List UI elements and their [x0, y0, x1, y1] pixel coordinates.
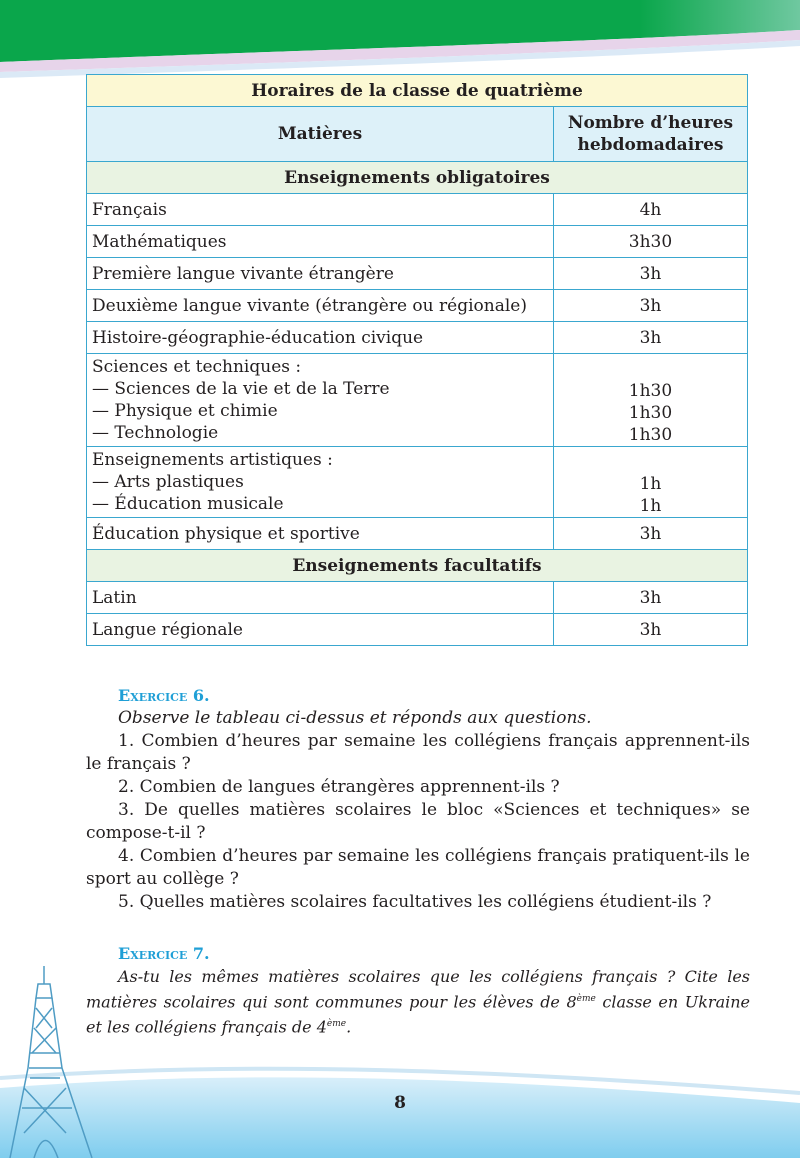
- exercise-7: [86, 942, 750, 1039]
- arts-item: — Éducation musicale: [92, 494, 284, 514]
- exercise-6-title: Exercice 6.: [118, 686, 210, 705]
- superscript: ème: [576, 994, 596, 1004]
- subject-cell: Deuxième langue vivante (étrangère ou régionale): [87, 290, 554, 322]
- exercise-7-text-part1: As-tu les mêmes matières scolaires que les collégiens français ? Cite les matières scolaires qui sont communes pour les élèves de 8: [86, 967, 750, 1012]
- hours-cell: 3h: [554, 322, 748, 354]
- hours-value: 1h: [639, 496, 662, 516]
- superscript: ème: [326, 1019, 347, 1030]
- exercise-7-text-part2: classe en Ukraine et les collégiens français de 4: [86, 992, 751, 1037]
- hours-cell: 3h: [554, 614, 748, 646]
- sciences-item: — Technologie: [92, 423, 219, 443]
- exercise-7-title: Exercice 7.: [118, 944, 210, 963]
- column-header-hours-line1: Nombre d’heures: [567, 113, 734, 133]
- question: 5. Quelles matières scolaires facultatives les collégiens étudient-ils ?: [118, 892, 712, 912]
- subject-cell-sciences: [87, 354, 554, 447]
- subject-cell: Français: [87, 194, 554, 226]
- exercise-7-text-part3: .: [346, 1017, 352, 1037]
- hours-value: 1h: [639, 474, 662, 494]
- subject-cell: Mathématiques: [87, 226, 554, 258]
- hours-cell-arts: [554, 447, 748, 518]
- hours-value: 1h30: [628, 381, 673, 401]
- subject-cell: Langue régionale: [87, 614, 554, 646]
- sciences-heading: Sciences et techniques :: [92, 357, 302, 377]
- table-title-row: [87, 75, 748, 107]
- exercise-6-instruction: Observe le tableau ci-dessus et réponds aux questions.: [118, 708, 592, 728]
- table-row: [87, 226, 748, 258]
- hours-cell-sciences: [554, 354, 748, 447]
- hours-cell: 3h: [554, 518, 748, 550]
- subject-cell-arts: [87, 447, 554, 518]
- question: 4. Combien d’heures par semaine les collégiens français pratiquent-ils le sport au collège ?: [86, 846, 750, 889]
- page-number: 8: [394, 1093, 406, 1113]
- table-row-sciences: [87, 354, 748, 447]
- question: 1. Combien d’heures par semaine les collégiens français apprennent-ils le français ?: [86, 731, 750, 774]
- question: 3. De quelles matières scolaires le bloc «Sciences et techniques» se compose-t-il ?: [86, 800, 750, 843]
- table-header-row: [87, 107, 748, 162]
- hours-cell: 3h: [554, 582, 748, 614]
- section-row-required: [87, 162, 748, 194]
- column-header-hours: [554, 107, 748, 162]
- subject-cell: Éducation physique et sportive: [87, 518, 554, 550]
- hours-cell: 4h: [554, 194, 748, 226]
- column-header-hours-line2: hebdomadaires: [577, 135, 724, 155]
- subject-cell: Histoire-géographie-éducation civique: [87, 322, 554, 354]
- hours-cell: 3h: [554, 258, 748, 290]
- arts-item: — Arts plastiques: [92, 472, 244, 492]
- table-row: [87, 582, 748, 614]
- hours-cell: 3h: [554, 290, 748, 322]
- section-optional-label: Enseignements facultatifs: [87, 550, 748, 582]
- hours-value: 1h30: [628, 425, 673, 445]
- table-row: [87, 614, 748, 646]
- table-row: [87, 290, 748, 322]
- exercise-7-text: [86, 965, 750, 1039]
- table-row: [87, 518, 748, 550]
- hours-cell: 3h30: [554, 226, 748, 258]
- hours-value: 1h30: [628, 403, 673, 423]
- column-header-subject: Matières: [87, 107, 554, 162]
- table-row: [87, 258, 748, 290]
- sciences-item: — Sciences de la vie et de la Terre: [92, 379, 390, 399]
- section-row-optional: [87, 550, 748, 582]
- table-title: Horaires de la classe de quatrième: [87, 75, 748, 107]
- sciences-item: — Physique et chimie: [92, 401, 278, 421]
- subject-cell: Latin: [87, 582, 554, 614]
- arts-heading: Enseignements artistiques :: [92, 450, 333, 470]
- question: 2. Combien de langues étrangères apprennent-ils ?: [118, 777, 560, 797]
- schedule-table: [86, 74, 748, 646]
- section-required-label: Enseignements obligatoires: [87, 162, 748, 194]
- table-row: [87, 194, 748, 226]
- table-row-arts: [87, 447, 748, 518]
- top-decorative-band: [0, 0, 800, 80]
- table-row: [87, 322, 748, 354]
- subject-cell: Première langue vivante étrangère: [87, 258, 554, 290]
- exercise-6: [86, 684, 750, 914]
